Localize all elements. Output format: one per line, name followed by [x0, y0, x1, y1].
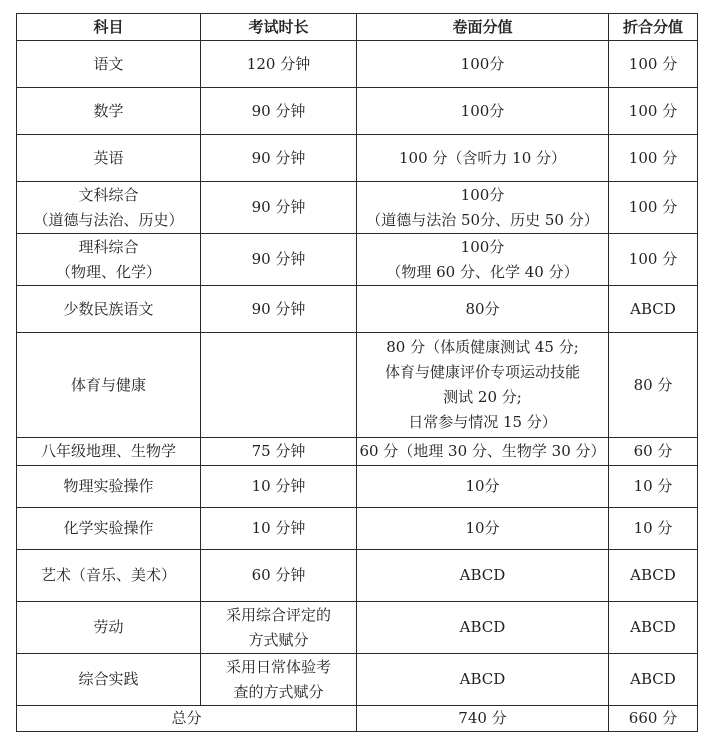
- duration-cell: [201, 88, 357, 135]
- converted-score-cell: 100 分: [609, 182, 698, 234]
- duration-cell-line: 方式赋分: [248, 630, 309, 649]
- paper-score-cell-line: 体育与健康评价专项运动技能: [384, 363, 580, 381]
- paper-score-cell-line: 60 分（地理 30 分、生物学 30 分）: [359, 442, 606, 460]
- paper-score-cell-line: 100分: [460, 101, 505, 120]
- duration-cell-line: 90 分钟: [251, 250, 306, 268]
- converted-score-cell: ABCD: [609, 654, 698, 706]
- subject-cell: [17, 550, 201, 602]
- total-label: 总分: [17, 706, 357, 732]
- subject-cell-line: 文科综合: [78, 185, 139, 204]
- duration-cell: [201, 135, 357, 182]
- table-row: [17, 602, 698, 654]
- subject-cell: [17, 88, 201, 135]
- subject-cell-line: 语文: [93, 54, 124, 73]
- paper-score-cell-line: 100分: [460, 185, 505, 204]
- converted-score-cell: ABCD: [609, 550, 698, 602]
- subject-cell-line: 理科综合: [78, 237, 139, 256]
- subject-cell: [17, 286, 201, 333]
- duration-cell: [201, 602, 357, 654]
- subject-cell-line: 少数民族语文: [63, 299, 154, 318]
- header-paper-score: 卷面分值: [357, 14, 609, 41]
- duration-cell: [201, 508, 357, 550]
- converted-score-cell: 10 分: [609, 466, 698, 508]
- subject-cell-line: （道德与法治、历史）: [33, 210, 184, 229]
- paper-score-cell-line: ABCD: [459, 618, 506, 636]
- duration-cell-line: 查的方式赋分: [233, 682, 324, 701]
- duration-cell: [201, 234, 357, 286]
- paper-score-cell: [357, 654, 609, 706]
- header-subject: 科目: [17, 14, 201, 41]
- table-row: [17, 286, 698, 333]
- duration-cell-line: 采用综合评定的: [225, 605, 331, 624]
- subject-cell-line: 体育与健康: [70, 375, 146, 394]
- paper-score-cell-line: ABCD: [459, 670, 506, 688]
- header-converted-score: 折合分值: [609, 14, 698, 41]
- table-row: [17, 508, 698, 550]
- duration-cell: [201, 41, 357, 88]
- subject-cell-line: 八年级地理、生物学: [40, 442, 176, 460]
- subject-cell: [17, 466, 201, 508]
- exam-score-table: [16, 13, 698, 732]
- table-row: [17, 466, 698, 508]
- paper-score-cell: [357, 550, 609, 602]
- paper-score-cell: [357, 602, 609, 654]
- duration-cell-line: 120 分钟: [246, 54, 311, 73]
- duration-cell-line: 10 分钟: [251, 519, 306, 537]
- duration-cell-line: 90 分钟: [251, 101, 306, 120]
- duration-cell-line: 90 分钟: [251, 148, 306, 167]
- paper-score-cell: [357, 333, 609, 438]
- table-row: [17, 135, 698, 182]
- paper-score-cell: [357, 466, 609, 508]
- duration-cell-line: 90 分钟: [251, 299, 306, 318]
- subject-cell-line: 劳动: [93, 618, 124, 636]
- subject-cell-line: 数学: [93, 101, 124, 120]
- converted-score-cell: 100 分: [609, 41, 698, 88]
- paper-score-cell-line: 10分: [465, 477, 500, 495]
- table-row: [17, 88, 698, 135]
- converted-score-cell: 60 分: [609, 438, 698, 466]
- paper-score-cell: [357, 508, 609, 550]
- converted-score-cell: 10 分: [609, 508, 698, 550]
- paper-score-cell-line: ABCD: [459, 566, 506, 584]
- table-row: [17, 333, 698, 438]
- duration-cell: [201, 466, 357, 508]
- paper-score-cell: [357, 182, 609, 234]
- duration-cell: [201, 550, 357, 602]
- score-table-container: [16, 13, 698, 732]
- paper-score-cell-line: 100 分（含听力 10 分）: [398, 148, 567, 167]
- table-row: [17, 182, 698, 234]
- subject-cell: [17, 41, 201, 88]
- duration-cell: [201, 286, 357, 333]
- duration-cell: [201, 438, 357, 466]
- table-row: [17, 41, 698, 88]
- subject-cell-line: 艺术（音乐、美术）: [40, 566, 176, 584]
- converted-score-cell: ABCD: [609, 602, 698, 654]
- table-header-row: [17, 14, 698, 41]
- subject-cell: [17, 135, 201, 182]
- converted-score-cell: ABCD: [609, 286, 698, 333]
- subject-cell-line: 综合实践: [78, 670, 139, 688]
- duration-cell: [201, 654, 357, 706]
- paper-score-cell-line: 80分: [465, 299, 500, 318]
- duration-cell-line: 60 分钟: [251, 566, 306, 584]
- converted-score-cell: 100 分: [609, 88, 698, 135]
- table-row: [17, 654, 698, 706]
- duration-cell: [201, 182, 357, 234]
- subject-cell: [17, 438, 201, 466]
- subject-cell: [17, 333, 201, 438]
- subject-cell: [17, 602, 201, 654]
- paper-score-cell-line: （物理 60 分、化学 40 分）: [386, 262, 579, 281]
- paper-score-cell-line: 80 分（体质健康测试 45 分;: [386, 338, 579, 356]
- subject-cell: [17, 234, 201, 286]
- converted-score-cell: 80 分: [609, 333, 698, 438]
- table-row: [17, 550, 698, 602]
- subject-cell-line: 物理实验操作: [63, 477, 154, 495]
- subject-cell-line: 英语: [93, 148, 124, 167]
- total-converted-score: 660 分: [609, 706, 698, 732]
- paper-score-cell: [357, 234, 609, 286]
- paper-score-cell-line: 100分: [460, 54, 505, 73]
- subject-cell: [17, 508, 201, 550]
- header-duration: 考试时长: [201, 14, 357, 41]
- converted-score-cell: 100 分: [609, 135, 698, 182]
- paper-score-cell: [357, 438, 609, 466]
- paper-score-cell: [357, 135, 609, 182]
- paper-score-cell-line: 测试 20 分;: [443, 388, 522, 406]
- paper-score-cell: [357, 286, 609, 333]
- subject-cell-line: 化学实验操作: [63, 519, 154, 537]
- paper-score-cell-line: 100分: [460, 237, 505, 256]
- duration-cell-line: 10 分钟: [251, 477, 306, 495]
- paper-score-cell-line: （道德与法治 50分、历史 50 分）: [366, 210, 599, 229]
- duration-cell-line: 采用日常体验考: [225, 657, 331, 676]
- table-body: [17, 41, 698, 732]
- paper-score-cell-line: 日常参与情况 15 分）: [408, 413, 557, 431]
- subject-cell: [17, 182, 201, 234]
- total-row: [17, 706, 698, 732]
- total-paper-score: 740 分: [357, 706, 609, 732]
- paper-score-cell-line: 10分: [465, 519, 500, 537]
- table-row: [17, 438, 698, 466]
- subject-cell-line: （物理、化学）: [55, 262, 161, 281]
- table-row: [17, 234, 698, 286]
- paper-score-cell: [357, 88, 609, 135]
- duration-cell: [201, 333, 357, 438]
- duration-cell-line: 90 分钟: [251, 198, 306, 216]
- duration-cell-line: 75 分钟: [251, 442, 306, 460]
- paper-score-cell: [357, 41, 609, 88]
- converted-score-cell: 100 分: [609, 234, 698, 286]
- subject-cell: [17, 654, 201, 706]
